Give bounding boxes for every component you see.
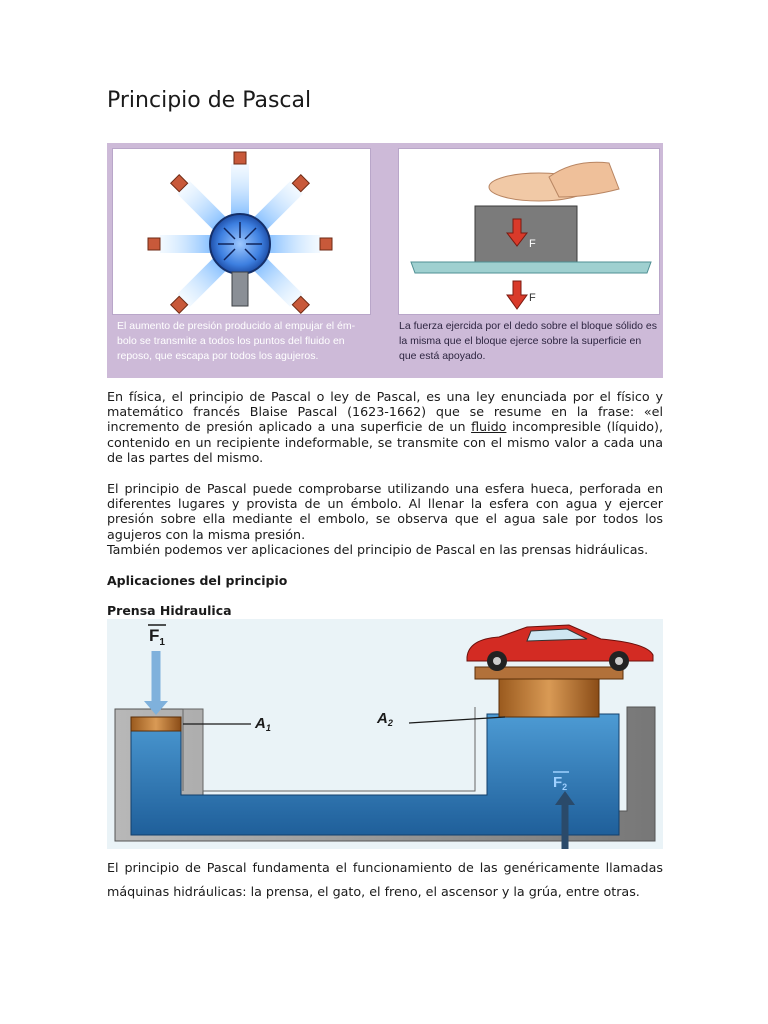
heading-hydraulic-press: Prensa Hidraulica [107,603,232,618]
force-label-lower: F [529,292,536,304]
finger-block-diagram [399,149,659,314]
force-label-upper: F [529,238,536,250]
support-surface [411,262,651,273]
paragraph-definition: En física, el principio de Pascal o ley de Pascal, es una ley enunciada por el físico y matemático francés Blaise Pascal (1623-1662) que se resume en la frase: «el incremento de presión aplicado a una superficie de un fluido incompresible (líquido), contenido en un recipiente indeformable, se transmite con el mismo valor a cada una de las partes del mismo. [107,389,663,465]
paragraph-applications: También podemos ver aplicaciones del principio de Pascal en las prensas hidráulicas. [107,542,649,557]
force-2-label: $F_2$ [553,774,568,792]
paragraph-closing: El principio de Pascal fundamenta el funcionamiento de las genéricamente llamadas máquinas hidráulicas: la prensa, el gato, el freno, el ascensor y la grúa, entre otras. [107,860,663,899]
area-1-label: $A_1$ [255,715,271,733]
hydraulic-press-svg [107,619,663,849]
force-1-label: $F_1$ [149,626,165,648]
paragraph-sphere: El principio de Pascal puede comprobarse utilizando una esfera hueca, perforada en diferentes lugares y provista de un émbolo. Al llenar la esfera con agua y ejercer presión sobre ella mediante el embolo, se observa que el agua sale por todos los agujeros con la misma presión. [107,481,663,542]
pascal-illustration [107,143,663,378]
container-inner-edge [183,707,475,791]
hydraulic-fluid [131,714,619,835]
heading-applications: Aplicaciones del principio [107,573,288,588]
sphere-panel [112,148,371,315]
force-arrow-lower [507,281,527,309]
sphere-caption: El aumento de presión producido al empujar el ém- bolo se transmite a todos los puntos del fluido en reposo, que escapa por todos los agujeros. [117,320,356,362]
block-caption: La fuerza ejercida por el dedo sobre el bloque sólido es la misma que el bloque ejerce sobre la superficie en que está apoyado. [399,320,658,362]
area-2-label: $A_2$ [377,710,393,728]
car [467,625,653,671]
hydraulic-press-diagram [107,619,663,849]
block-panel [398,148,660,315]
piston-rod [232,272,248,306]
perforated-sphere-diagram [113,149,370,314]
page-title: Principio de Pascal [107,88,312,113]
hand [549,162,619,197]
small-piston [131,717,181,731]
fluido-link[interactable]: fluido [471,419,507,435]
large-piston [499,677,599,717]
